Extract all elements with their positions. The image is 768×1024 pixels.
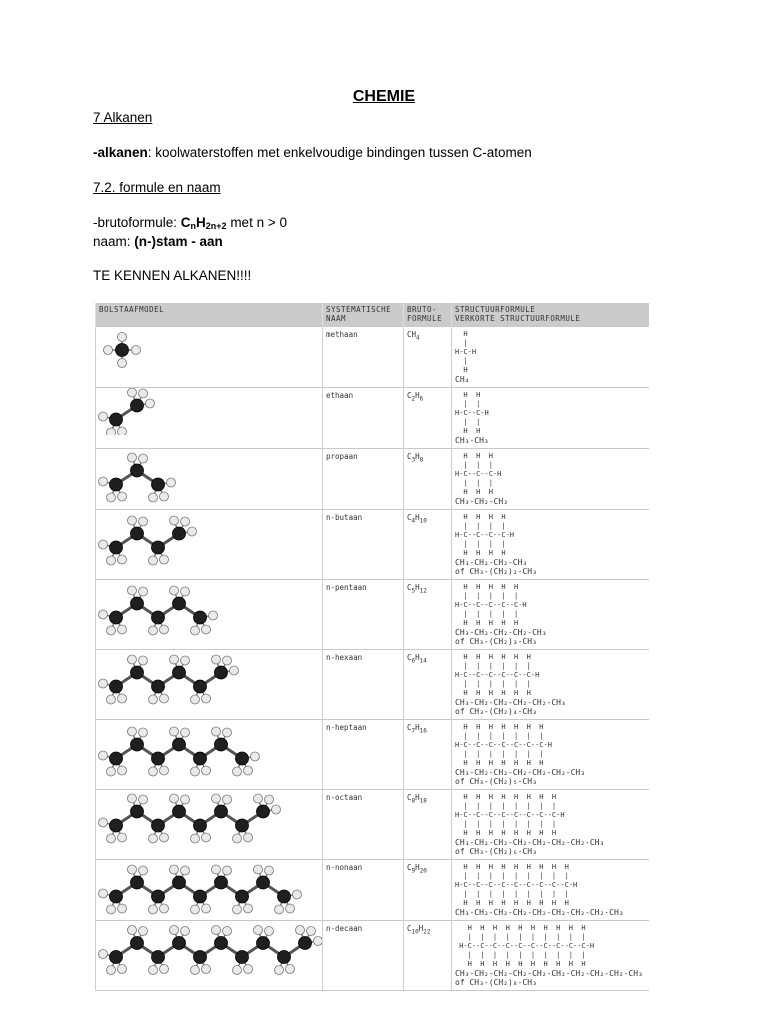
systematic-name: n-butaan xyxy=(323,510,404,580)
full-structure: H H H | | | H-C--C--C-H | | | H H H xyxy=(455,452,502,496)
note-text: TE KENNEN ALKANEN!!!! xyxy=(93,268,252,283)
molecule-icon xyxy=(96,510,323,569)
hydrogen-atom xyxy=(146,399,155,408)
structure-formula xyxy=(452,921,649,991)
table-header-row xyxy=(96,303,649,327)
hydrogen-atom xyxy=(275,905,284,914)
carbon-atom xyxy=(131,876,144,889)
carbon-atom xyxy=(194,680,207,693)
hydrogen-atom xyxy=(160,833,169,842)
ball-stick-model xyxy=(96,449,323,510)
hydrogen-atom xyxy=(233,966,242,975)
hydrogen-atom xyxy=(223,728,232,737)
hydrogen-atom xyxy=(118,694,127,703)
hydrogen-atom xyxy=(149,767,158,776)
table-row xyxy=(96,327,649,388)
carbon-atom xyxy=(173,666,186,679)
hydrogen-atom xyxy=(244,833,253,842)
carbon-atom xyxy=(236,752,249,765)
formula-h-sub: 2n+2 xyxy=(205,221,227,231)
naam-line xyxy=(93,234,223,249)
hydrogen-atom xyxy=(128,388,137,397)
bruto-formula: $C_8H_{18}$ xyxy=(404,790,452,860)
hydrogen-atom xyxy=(170,586,179,595)
naam-value: (n-)stam - aan xyxy=(134,234,223,249)
condensed-formula-alt: of CH₃-(CH₂)₃-CH₃ xyxy=(455,637,537,646)
hydrogen-atom xyxy=(223,795,232,804)
hydrogen-atom xyxy=(149,695,158,704)
carbon-atom xyxy=(194,611,207,624)
definition-line xyxy=(93,145,532,160)
carbon-atom xyxy=(131,527,144,540)
hydrogen-atom xyxy=(212,926,221,935)
carbon-atom xyxy=(131,597,144,610)
systematic-name: n-hexaan xyxy=(323,650,404,720)
hydrogen-atom xyxy=(170,865,179,874)
hydrogen-atom xyxy=(233,905,242,914)
hydrogen-atom xyxy=(202,694,211,703)
header-bruto: BRUTO- FORMULE xyxy=(404,303,452,327)
ball-stick-model xyxy=(96,580,323,650)
hydrogen-atom xyxy=(275,966,284,975)
full-structure: H H H H | | | | H-C--C--C--C-H | | | | H H H H xyxy=(455,513,515,557)
carbon-atom xyxy=(110,819,123,832)
full-structure: H | H-C-H | H xyxy=(455,330,477,374)
hydrogen-atom xyxy=(160,766,169,775)
hydrogen-atom xyxy=(99,679,108,688)
carbon-atom xyxy=(194,752,207,765)
hydrogen-atom xyxy=(296,926,305,935)
systematic-name: n-nonaan xyxy=(323,860,404,921)
hydrogen-atom xyxy=(99,950,108,959)
carbon-atom xyxy=(215,937,228,950)
hydrogen-atom xyxy=(212,794,221,803)
hydrogen-atom xyxy=(265,795,274,804)
ball-stick-model xyxy=(96,720,323,790)
hydrogen-atom xyxy=(128,655,137,664)
carbon-atom xyxy=(215,876,228,889)
hydrogen-atom xyxy=(202,833,211,842)
hydrogen-atom xyxy=(160,492,169,501)
hydrogen-atom xyxy=(99,751,108,760)
molecule-icon xyxy=(96,327,323,373)
ball-stick-model xyxy=(96,510,323,580)
hydrogen-atom xyxy=(223,866,232,875)
carbon-atom xyxy=(131,666,144,679)
definition-text: : koolwaterstoffen met enkelvoudige bindingen tussen C-atomen xyxy=(147,145,532,160)
hydrogen-atom xyxy=(139,795,148,804)
hydrogen-atom xyxy=(107,966,116,975)
condensed-formula: CH₃-CH₂-CH₂-CH₂-CH₂-CH₂-CH₂-CH₂-CH₂-CH₃ xyxy=(455,969,643,978)
condensed-formula: CH₃-CH₂-CH₂-CH₃ xyxy=(455,558,528,567)
systematic-name: n-decaan xyxy=(323,921,404,991)
hydrogen-atom xyxy=(265,927,274,936)
hydrogen-atom xyxy=(99,477,108,486)
hydrogen-atom xyxy=(202,904,211,913)
hydrogen-atom xyxy=(233,767,242,776)
hydrogen-atom xyxy=(118,965,127,974)
section-heading: 7 Alkanen xyxy=(93,110,153,125)
molecule-icon xyxy=(96,921,323,977)
subsection-heading: 7.2. formule en naam xyxy=(93,180,221,195)
hydrogen-atom xyxy=(244,904,253,913)
formula-c-sub: n xyxy=(190,221,197,231)
carbon-atom xyxy=(131,464,144,477)
full-structure: H H H H H H | | | | | | H-C--C--C--C--C--C-H | | | | | | H H H H H H xyxy=(455,653,540,697)
structure-formula xyxy=(452,580,649,650)
bruto-formula: $C_2H_6$ xyxy=(404,388,452,449)
hydrogen-atom xyxy=(99,818,108,827)
carbon-atom xyxy=(110,752,123,765)
carbon-atom xyxy=(131,399,144,412)
hydrogen-atom xyxy=(118,555,127,564)
carbon-atom xyxy=(236,819,249,832)
hydrogen-atom xyxy=(202,625,211,634)
molecule-icon xyxy=(96,790,323,845)
hydrogen-atom xyxy=(230,666,239,675)
hydrogen-atom xyxy=(181,795,190,804)
bruto-formula: $CH_4$ xyxy=(404,327,452,388)
hydrogen-atom xyxy=(181,517,190,526)
full-structure: H H H H H H H | | | | | | | H-C--C--C--C--C--C--C-H | | | | | | | H H H H H H H xyxy=(455,723,552,767)
hydrogen-atom xyxy=(128,516,137,525)
ball-stick-model xyxy=(96,388,323,449)
structure-formula xyxy=(452,510,649,580)
table-row xyxy=(96,790,649,860)
hydrogen-atom xyxy=(188,527,197,536)
hydrogen-atom xyxy=(118,625,127,634)
hydrogen-atom xyxy=(118,427,127,435)
brutoformule-formula xyxy=(181,215,227,230)
hydrogen-atom xyxy=(293,890,302,899)
hydrogen-atom xyxy=(191,966,200,975)
carbon-atom xyxy=(152,819,165,832)
hydrogen-atom xyxy=(254,865,263,874)
carbon-atom xyxy=(131,805,144,818)
hydrogen-atom xyxy=(202,766,211,775)
bruto-formula: $C_{10}H_{22}$ xyxy=(404,921,452,991)
condensed-formula: CH₃-CH₂-CH₂-CH₂-CH₂-CH₃ xyxy=(455,698,566,707)
hydrogen-atom xyxy=(118,333,127,342)
hydrogen-atom xyxy=(118,766,127,775)
ball-stick-model xyxy=(96,650,323,720)
hydrogen-atom xyxy=(99,540,108,549)
carbon-atom xyxy=(152,951,165,964)
hydrogen-atom xyxy=(128,727,137,736)
hydrogen-atom xyxy=(160,965,169,974)
carbon-atom xyxy=(173,805,186,818)
carbon-atom xyxy=(173,876,186,889)
hydrogen-atom xyxy=(191,695,200,704)
hydrogen-atom xyxy=(167,478,176,487)
table-row xyxy=(96,449,649,510)
carbon-atom xyxy=(173,527,186,540)
carbon-atom xyxy=(152,541,165,554)
ball-stick-model xyxy=(96,921,323,991)
carbon-atom xyxy=(194,951,207,964)
hydrogen-atom xyxy=(160,694,169,703)
carbon-atom xyxy=(236,951,249,964)
hydrogen-atom xyxy=(128,865,137,874)
molecule-icon xyxy=(96,449,323,504)
carbon-atom xyxy=(173,597,186,610)
structure-formula xyxy=(452,790,649,860)
hydrogen-atom xyxy=(149,905,158,914)
hydrogen-atom xyxy=(272,805,281,814)
hydrogen-atom xyxy=(149,493,158,502)
carbon-atom xyxy=(173,738,186,751)
condensed-formula-alt: of CH₃-(CH₂)₄-CH₃ xyxy=(455,707,537,716)
hydrogen-atom xyxy=(286,965,295,974)
carbon-atom xyxy=(215,805,228,818)
hydrogen-atom xyxy=(99,412,108,421)
systematic-name: methaan xyxy=(323,327,404,388)
structure-formula xyxy=(452,327,649,388)
structure-formula xyxy=(452,650,649,720)
carbon-atom xyxy=(152,478,165,491)
bruto-formula: $C_5H_{12}$ xyxy=(404,580,452,650)
carbon-atom xyxy=(215,666,228,679)
hydrogen-atom xyxy=(132,346,141,355)
ball-stick-model xyxy=(96,790,323,860)
hydrogen-atom xyxy=(139,728,148,737)
hydrogen-atom xyxy=(139,587,148,596)
bruto-formula: $C_7H_{16}$ xyxy=(404,720,452,790)
hydrogen-atom xyxy=(118,492,127,501)
bruto-formula: $C_4H_{10}$ xyxy=(404,510,452,580)
bruto-formula: $C_9H_{20}$ xyxy=(404,860,452,921)
condensed-formula: CH₄ xyxy=(455,375,470,384)
hydrogen-atom xyxy=(128,926,137,935)
definition-term: -alkanen xyxy=(93,145,148,160)
table-row xyxy=(96,650,649,720)
hydrogen-atom xyxy=(99,889,108,898)
hydrogen-atom xyxy=(212,727,221,736)
carbon-atom xyxy=(236,890,249,903)
carbon-atom xyxy=(299,937,312,950)
hydrogen-atom xyxy=(191,834,200,843)
condensed-formula: CH₃-CH₂-CH₂-CH₂-CH₂-CH₂-CH₃ xyxy=(455,768,586,777)
hydrogen-atom xyxy=(139,927,148,936)
hydrogen-atom xyxy=(139,656,148,665)
carbon-atom xyxy=(110,890,123,903)
full-structure: H H H H H | | | | | H-C--C--C--C--C-H | | | | | H H H H H xyxy=(455,583,527,627)
condensed-formula: CH₃-CH₃ xyxy=(455,436,489,445)
carbon-atom xyxy=(152,890,165,903)
hydrogen-atom xyxy=(107,767,116,776)
carbon-atom xyxy=(116,344,129,357)
naam-label: naam: xyxy=(93,234,135,249)
hydrogen-atom xyxy=(107,834,116,843)
carbon-atom xyxy=(257,876,270,889)
brutoformule-label: -brutoformule: xyxy=(93,215,181,230)
hydrogen-atom xyxy=(170,794,179,803)
full-structure: H H H H H H H H H H | | | | | | | | | | H-C--C--C--C--C--C--C--C--C--C-H | | | | | | | | | | H H H H H H H H H H xyxy=(459,924,595,968)
hydrogen-atom xyxy=(107,428,116,435)
systematic-name: n-octaan xyxy=(323,790,404,860)
header-struct: STRUCTUURFORMULE VERKORTE STRUCTUURFORMULE xyxy=(452,303,649,327)
hydrogen-atom xyxy=(314,937,323,946)
hydrogen-atom xyxy=(160,555,169,564)
hydrogen-atom xyxy=(181,656,190,665)
hydrogen-atom xyxy=(107,493,116,502)
hydrogen-atom xyxy=(118,833,127,842)
condensed-formula-alt: of CH₃-(CH₂)₆-CH₃ xyxy=(455,847,537,856)
ball-stick-model xyxy=(96,860,323,921)
table-row xyxy=(96,580,649,650)
hydrogen-atom xyxy=(181,866,190,875)
hydrogen-atom xyxy=(244,965,253,974)
hydrogen-atom xyxy=(160,904,169,913)
carbon-atom xyxy=(173,937,186,950)
header-model: BOLSTAAFMODEL xyxy=(96,303,323,327)
hydrogen-atom xyxy=(251,752,260,761)
bruto-formula: $C_6H_{14}$ xyxy=(404,650,452,720)
carbon-atom xyxy=(110,413,123,426)
table-row xyxy=(96,510,649,580)
hydrogen-atom xyxy=(160,625,169,634)
condensed-formula: CH₃-CH₂-CH₂-CH₂-CH₂-CH₂-CH₂-CH₃ xyxy=(455,838,605,847)
hydrogen-atom xyxy=(107,905,116,914)
carbon-atom xyxy=(257,937,270,950)
full-structure: H H H H H H H H H | | | | | | | | | H-C--C--C--C--C--C--C--C--C-H | | | | | | | | | H H H H H H H H H xyxy=(455,863,578,907)
molecule-icon xyxy=(96,650,323,707)
hydrogen-atom xyxy=(265,866,274,875)
hydrogen-atom xyxy=(107,556,116,565)
carbon-atom xyxy=(131,937,144,950)
condensed-formula-alt: of CH₃-(CH₂)₂-CH₃ xyxy=(455,567,537,576)
molecule-icon xyxy=(96,860,323,917)
hydrogen-atom xyxy=(223,927,232,936)
carbon-atom xyxy=(215,738,228,751)
ball-stick-model xyxy=(96,327,323,388)
hydrogen-atom xyxy=(307,927,316,936)
condensed-formula: CH₃-CH₂-CH₂-CH₂-CH₃ xyxy=(455,628,547,637)
molecule-icon xyxy=(96,388,323,435)
hydrogen-atom xyxy=(149,556,158,565)
full-structure: H H | | H-C--C-H | | H H xyxy=(455,391,489,435)
carbon-atom xyxy=(110,541,123,554)
molecule-icon xyxy=(96,720,323,781)
hydrogen-atom xyxy=(139,517,148,526)
condensed-formula: CH₃-CH₂-CH₂-CH₂-CH₂-CH₂-CH₂-CH₂-CH₃ xyxy=(455,908,624,917)
table-row xyxy=(96,921,649,991)
structure-formula xyxy=(452,449,649,510)
systematic-name: ethaan xyxy=(323,388,404,449)
systematic-name: n-pentaan xyxy=(323,580,404,650)
hydrogen-atom xyxy=(118,904,127,913)
hydrogen-atom xyxy=(181,728,190,737)
alkanen-table xyxy=(95,303,649,991)
hydrogen-atom xyxy=(99,610,108,619)
hydrogen-atom xyxy=(149,966,158,975)
carbon-atom xyxy=(194,819,207,832)
molecule-icon xyxy=(96,580,323,639)
hydrogen-atom xyxy=(181,927,190,936)
full-structure: H H H H H H H H | | | | | | | | H-C--C--C--C--C--C--C--C-H | | | | | | | | H H H H H H H H xyxy=(455,793,565,837)
carbon-atom xyxy=(110,951,123,964)
carbon-atom xyxy=(194,890,207,903)
carbon-atom xyxy=(257,805,270,818)
hydrogen-atom xyxy=(244,766,253,775)
condensed-formula-alt: of CH₃-(CH₂)₅-CH₃ xyxy=(455,777,537,786)
structure-formula xyxy=(452,860,649,921)
hydrogen-atom xyxy=(128,794,137,803)
formula-c: C xyxy=(180,215,191,230)
hydrogen-atom xyxy=(149,834,158,843)
condensed-formula-alt: of CH₃-(CH₂)₈-CH₃ xyxy=(455,978,537,987)
carbon-atom xyxy=(152,611,165,624)
carbon-atom xyxy=(110,680,123,693)
condensed-formula: CH₃-CH₂-CH₃ xyxy=(455,497,508,506)
hydrogen-atom xyxy=(212,865,221,874)
hydrogen-atom xyxy=(170,655,179,664)
bruto-formula: $C_3H_8$ xyxy=(404,449,452,510)
hydrogen-atom xyxy=(286,904,295,913)
hydrogen-atom xyxy=(118,359,127,368)
structure-formula xyxy=(452,720,649,790)
hydrogen-atom xyxy=(254,926,263,935)
systematic-name: n-heptaan xyxy=(323,720,404,790)
hydrogen-atom xyxy=(191,905,200,914)
hydrogen-atom xyxy=(139,389,148,398)
hydrogen-atom xyxy=(170,516,179,525)
hydrogen-atom xyxy=(149,626,158,635)
hydrogen-atom xyxy=(181,587,190,596)
hydrogen-atom xyxy=(107,695,116,704)
brutoformule-line xyxy=(93,215,287,231)
hydrogen-atom xyxy=(254,794,263,803)
hydrogen-atom xyxy=(104,346,113,355)
hydrogen-atom xyxy=(170,727,179,736)
hydrogen-atom xyxy=(139,866,148,875)
structure-formula xyxy=(452,388,649,449)
carbon-atom xyxy=(110,478,123,491)
hydrogen-atom xyxy=(191,767,200,776)
systematic-name: propaan xyxy=(323,449,404,510)
hydrogen-atom xyxy=(223,656,232,665)
carbon-atom xyxy=(131,738,144,751)
page-title: CHEMIE xyxy=(352,88,416,105)
carbon-atom xyxy=(278,951,291,964)
hydrogen-atom xyxy=(202,965,211,974)
hydrogen-atom xyxy=(170,926,179,935)
hydrogen-atom xyxy=(233,834,242,843)
hydrogen-atom xyxy=(107,626,116,635)
brutoformule-condition: met n > 0 xyxy=(226,215,287,230)
hydrogen-atom xyxy=(209,611,218,620)
hydrogen-atom xyxy=(191,626,200,635)
carbon-atom xyxy=(278,890,291,903)
carbon-atom xyxy=(152,680,165,693)
hydrogen-atom xyxy=(128,453,137,462)
hydrogen-atom xyxy=(128,586,137,595)
table-row xyxy=(96,720,649,790)
carbon-atom xyxy=(110,611,123,624)
header-naam: SYSTEMATISCHE NAAM xyxy=(323,303,404,327)
hydrogen-atom xyxy=(139,454,148,463)
hydrogen-atom xyxy=(212,655,221,664)
table-row xyxy=(96,860,649,921)
table-row xyxy=(96,388,649,449)
formula-h: H xyxy=(196,215,206,230)
carbon-atom xyxy=(152,752,165,765)
